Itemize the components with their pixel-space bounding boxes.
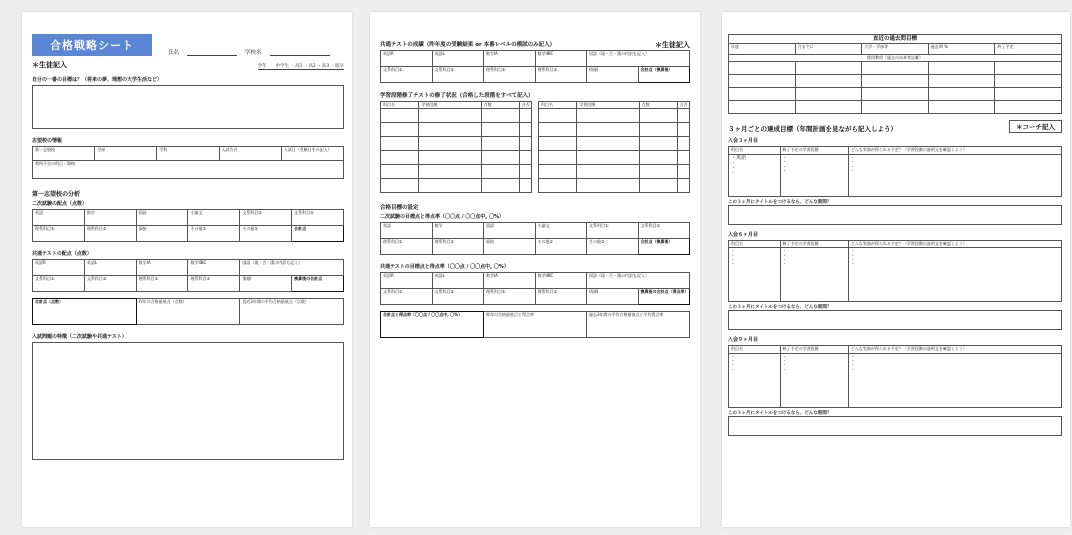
target-title: 合格目標の設定 xyxy=(380,205,419,212)
stage-cell[interactable] xyxy=(381,165,419,179)
block-first-subject: ・ xyxy=(731,248,735,254)
kyotsu-title: 共通テストの配点（点数） xyxy=(32,251,92,257)
total-cell[interactable]: 昨年の合格最低点（点数） xyxy=(136,299,240,325)
analysis-title: 第一志望校の分析 xyxy=(32,191,81,198)
results-total-cell[interactable]: 合計点（換算後） xyxy=(638,67,690,83)
shibo-cell[interactable]: 学部 xyxy=(95,147,157,161)
niji-cell[interactable]: 理系科目② xyxy=(84,226,136,242)
total-cell[interactable]: 直近3年間の平均合格最低点（点数） xyxy=(240,299,344,325)
block-first-subject: ・ xyxy=(731,353,735,359)
block-result-cell[interactable]: ・ ・ ・ ・ xyxy=(848,353,1061,407)
shibo-cell[interactable]: 入試日（受験日をみ記入） xyxy=(281,147,343,161)
past-cell[interactable] xyxy=(729,101,796,114)
target-cell[interactable]: その他① xyxy=(535,239,587,255)
stages-title: 学習段階修了テストの修了状況（合格した段階をすべて記入） xyxy=(380,93,534,99)
results-cell[interactable]: 文系科目① xyxy=(381,67,433,83)
stage-header: 点数 xyxy=(481,102,519,109)
ktarget-cell[interactable]: 理系科目① xyxy=(484,289,536,305)
period-question: この３ヶ月にタイトルをつけるなら、どんな期間？ xyxy=(728,305,832,311)
results-cell[interactable]: 情報I xyxy=(587,67,639,83)
stage-cell[interactable] xyxy=(381,151,419,165)
results-cell[interactable]: 文系科目② xyxy=(432,67,484,83)
stages-table-right xyxy=(538,101,690,193)
block-subject-cell[interactable]: ・ ・ ・ ・ xyxy=(729,353,781,407)
page-3 xyxy=(722,12,1070,527)
stage-cell[interactable] xyxy=(519,151,531,165)
target-total-cell[interactable]: 合計点（換算後） xyxy=(638,239,690,255)
stage-header: 学習段階 xyxy=(419,102,481,109)
ktarget-total-cell[interactable]: 換算後の合計点（得点率） xyxy=(638,289,690,305)
target-cell[interactable]: 文系科目① xyxy=(587,223,639,239)
results-title: 共通テストの成績（昨年度の受験結果 or 本番レベルの模試のみ記入） xyxy=(380,42,556,48)
past-exam-table xyxy=(728,34,1062,114)
niji-cell[interactable]: 理系科目① xyxy=(33,226,85,242)
sum-cell[interactable]: 過去3年間の平均合格最低点と平均得点率 xyxy=(587,312,690,338)
past-cell[interactable] xyxy=(995,101,1062,114)
niji-cell[interactable]: 小論文 xyxy=(188,210,240,226)
period-question: この３ヶ月にタイトルをつけるなら、どんな期間？ xyxy=(728,199,832,205)
past-cell[interactable] xyxy=(928,75,995,88)
stage-cell[interactable] xyxy=(577,137,639,151)
past-exam-label: 過去問 xyxy=(930,44,943,50)
target-cell[interactable]: 数学 xyxy=(432,223,484,239)
past-cell[interactable] xyxy=(928,62,995,75)
shibo-table xyxy=(32,146,344,179)
ktarget-cell[interactable]: 英語L xyxy=(432,273,484,289)
stage-cell[interactable] xyxy=(677,109,689,123)
past-cell[interactable] xyxy=(862,62,929,75)
stage-cell[interactable] xyxy=(539,137,577,151)
goal-block-6-months xyxy=(728,231,1062,330)
block-result-cell[interactable]: ・ ・ ・ ・ xyxy=(848,154,1061,196)
stage-cell[interactable] xyxy=(481,179,519,193)
stage-cell[interactable] xyxy=(539,151,577,165)
stage-cell[interactable] xyxy=(677,137,689,151)
stage-cell[interactable] xyxy=(519,165,531,179)
stage-header: 科目名 xyxy=(381,102,419,109)
stage-cell[interactable] xyxy=(577,109,639,123)
stage-cell[interactable] xyxy=(381,179,419,193)
block-header: 修了予定の学習段階 xyxy=(780,240,848,247)
results-cell[interactable]: 理系科目① xyxy=(484,67,536,83)
stage-cell[interactable] xyxy=(677,165,689,179)
stage-cell[interactable] xyxy=(639,137,677,151)
target-cell[interactable]: 英語 xyxy=(381,223,433,239)
stage-cell[interactable] xyxy=(519,179,531,193)
stage-cell[interactable] xyxy=(419,179,481,193)
name-field[interactable] xyxy=(187,55,237,56)
block-first-subject: ・英語 xyxy=(731,154,747,161)
goal-question: 自分の一番の目標は？（将来の夢、理想の大学生活など） xyxy=(32,77,163,83)
stage-cell[interactable] xyxy=(381,137,419,151)
school-label: 学校名 xyxy=(245,50,262,56)
ktarget-cell[interactable]: 数学IA xyxy=(484,273,536,289)
kyotsu-total-cell[interactable]: 換算後の合計点 xyxy=(292,276,344,292)
past-cell[interactable] xyxy=(928,88,995,101)
past-cell[interactable] xyxy=(795,88,862,101)
block-title: 入会９ヶ月目 xyxy=(728,337,759,344)
target-table xyxy=(380,222,690,255)
block-header: 科目名 xyxy=(729,147,781,154)
past-cell[interactable] xyxy=(795,75,862,88)
coach-entry-label: ＊コーチ記入 xyxy=(1009,120,1062,133)
past-cell[interactable] xyxy=(795,62,862,75)
shibo-cell[interactable]: 学科 xyxy=(157,147,219,161)
stage-cell[interactable] xyxy=(639,165,677,179)
stage-cell[interactable] xyxy=(577,179,639,193)
block-result-cell[interactable]: ・ ・ ・ ・ xyxy=(848,248,1061,302)
block-stage-cell[interactable]: ・ ・ ・ ・ xyxy=(780,353,848,407)
student-entry-label: ＊生徒記入 xyxy=(32,61,67,69)
page-2 xyxy=(370,12,700,527)
stage-cell[interactable] xyxy=(639,179,677,193)
kyotsu-cell[interactable]: 数学IIBC xyxy=(188,260,240,276)
kyotsu-cell[interactable]: 理系科目② xyxy=(188,276,240,292)
past-cell[interactable] xyxy=(862,75,929,88)
ktarget-cell[interactable]: 英語R xyxy=(381,273,433,289)
stage-header: 学習段階 xyxy=(577,102,639,109)
results-table xyxy=(380,50,690,83)
stage-cell[interactable] xyxy=(481,109,519,123)
past-exam[interactable] xyxy=(928,44,995,55)
stage-cell[interactable] xyxy=(481,123,519,137)
block-table xyxy=(728,146,1062,196)
block-header: どんな実演が得られる予定？（学習段階の説明文を確認しよう） xyxy=(848,346,1061,353)
stage-header: 科目名 xyxy=(539,102,577,109)
stage-cell[interactable] xyxy=(481,137,519,151)
analysis-sub: 二次試験の配点（点数） xyxy=(32,201,88,207)
stage-cell[interactable] xyxy=(419,151,481,165)
stage-cell[interactable] xyxy=(539,179,577,193)
target-cell[interactable]: 文系科目② xyxy=(638,223,690,239)
past-end[interactable]: 終了予定： xyxy=(995,44,1062,55)
block-header: どんな実演が得られる予定？（学習段階の説明文を確認しよう） xyxy=(848,240,1061,247)
stages-table-left xyxy=(380,101,532,193)
stage-cell[interactable] xyxy=(677,179,689,193)
past-cell[interactable] xyxy=(862,101,929,114)
block-title: 入会６ヶ月目 xyxy=(728,231,759,238)
total-cell[interactable]: 合計点（点数） xyxy=(33,299,137,325)
past-note: 使用教材（過去の赤本等記載） xyxy=(729,55,1062,62)
results-cell[interactable]: 国語（現・古・漢の内訳も記入） xyxy=(587,51,690,67)
block-table xyxy=(728,345,1062,407)
period-answer-box[interactable] xyxy=(728,205,1062,225)
past-cell[interactable] xyxy=(995,75,1062,88)
block-header: 修了予定の学習段階 xyxy=(780,147,848,154)
sum-cell[interactable]: 合計点と得点率（〇〇点 / 〇〇点中, 〇%） xyxy=(381,312,484,338)
kyotsu-cell[interactable]: 英語L xyxy=(84,260,136,276)
niji-cell[interactable]: 文系科目① xyxy=(240,210,292,226)
page-1 xyxy=(22,12,352,527)
kyotsu-cell[interactable]: 文系科目② xyxy=(84,276,136,292)
student-entry-label: ＊生徒記入 xyxy=(655,41,690,49)
stage-cell[interactable] xyxy=(577,165,639,179)
past-cell[interactable] xyxy=(729,75,796,88)
features-title: 入試問題の特徴（二次試験や共通テスト） xyxy=(32,334,127,340)
stage-cell[interactable] xyxy=(639,123,677,137)
past-year[interactable]: 年度 xyxy=(729,44,796,55)
period-question: この３ヶ月にタイトルをつけるなら、どんな期間？ xyxy=(728,410,832,416)
ktarget-cell[interactable]: 理系科目② xyxy=(535,289,587,305)
shibo-cell[interactable]: 第一志望校 xyxy=(33,147,95,161)
sum-table xyxy=(380,311,690,338)
sheet-title: 合格戦略シート xyxy=(32,34,152,56)
results-cell[interactable]: 理系科目② xyxy=(535,67,587,83)
grade-line[interactable]: 学年 中学生 ・高1 ・高2 ・高3 ・既卒 xyxy=(257,64,344,69)
sum-cell[interactable]: 昨年の合格最低点と得点率 xyxy=(484,312,587,338)
block-header: 科目名 xyxy=(729,240,781,247)
school-field[interactable] xyxy=(270,55,330,56)
stage-cell[interactable] xyxy=(381,109,419,123)
stage-cell[interactable] xyxy=(481,165,519,179)
ktarget-cell[interactable]: 文系科目① xyxy=(381,289,433,305)
stage-cell[interactable] xyxy=(677,123,689,137)
goal-answer-box[interactable] xyxy=(32,85,344,129)
features-box[interactable] xyxy=(32,342,344,460)
past-month[interactable]: 月までに xyxy=(795,44,862,55)
past-title: 直近の過去問目標 xyxy=(729,35,1062,44)
period-answer-box[interactable] xyxy=(728,416,1062,436)
niji-cell[interactable]: その他② xyxy=(240,226,292,242)
past-cell[interactable] xyxy=(928,101,995,114)
block-table xyxy=(728,240,1062,302)
stage-cell[interactable] xyxy=(519,109,531,123)
niji-cell[interactable]: 国語 xyxy=(136,210,188,226)
past-cell[interactable] xyxy=(795,101,862,114)
kyotsu-target-table xyxy=(380,272,690,305)
ktarget-cell[interactable]: 数学IIBC xyxy=(535,273,587,289)
stage-header: 点数 xyxy=(639,102,677,109)
block-stage-cell[interactable]: ・ ・ ・ ・ xyxy=(780,248,848,302)
goal-block-9-months xyxy=(728,336,1062,435)
stage-cell[interactable] xyxy=(539,109,577,123)
block-subject-cell[interactable]: ・ ・ ・ ・ xyxy=(729,248,781,302)
block-title: 入会３ヶ月目 xyxy=(728,138,759,145)
kyotsu-cell[interactable]: 英語R xyxy=(33,260,85,276)
stage-cell[interactable] xyxy=(639,151,677,165)
stage-cell[interactable] xyxy=(481,151,519,165)
past-cell[interactable] xyxy=(995,62,1062,75)
past-cell[interactable] xyxy=(729,62,796,75)
niji-cell[interactable]: 文系科目② xyxy=(292,210,344,226)
stage-cell[interactable] xyxy=(419,137,481,151)
stage-cell[interactable] xyxy=(419,165,481,179)
goals-title: ３ヶ月ごとの達成目標（年間計画を見ながら記入しよう） xyxy=(728,125,897,134)
past-cell[interactable] xyxy=(729,88,796,101)
ktarget-cell[interactable]: 国語（現・古・漢の内訳も記入） xyxy=(587,273,690,289)
stage-header: 合否 xyxy=(677,102,689,109)
kyotsu-cell[interactable]: 国語（現・古・漢の内訳も記入） xyxy=(240,260,344,276)
stage-cell[interactable] xyxy=(577,123,639,137)
stage-cell[interactable] xyxy=(419,109,481,123)
goal-block-3-months xyxy=(728,137,1062,224)
kyotsu-cell[interactable]: 情報I xyxy=(240,276,292,292)
block-header: 修了予定の学習段階 xyxy=(780,346,848,353)
target-cell[interactable]: その他② xyxy=(587,239,639,255)
shibo-title: 志望校の情報 xyxy=(32,138,63,144)
target-cell[interactable]: 面接 xyxy=(484,239,536,255)
block-stage-cell[interactable]: ・ ・ ・ ・ xyxy=(780,154,848,196)
stage-cell[interactable] xyxy=(577,151,639,165)
shibo-cell[interactable]: 入試方式 xyxy=(219,147,281,161)
target-cell[interactable]: 理系科目① xyxy=(381,239,433,255)
block-header: どんな実演が得られる予定？（学習段階の説明文を確認しよう） xyxy=(848,147,1061,154)
stage-cell[interactable] xyxy=(519,123,531,137)
results-cell[interactable]: 数学IIBC xyxy=(535,51,587,67)
period-answer-box[interactable] xyxy=(728,310,1062,330)
past-university[interactable]: 大学・学部等 xyxy=(862,44,929,55)
past-percent: % xyxy=(944,44,948,50)
stage-cell[interactable] xyxy=(539,165,577,179)
niji-total-cell[interactable]: 合計点 xyxy=(292,226,344,242)
target-sub: 二次試験の目標点と得点率（〇〇点 / 〇〇点中, 〇%） xyxy=(380,214,504,221)
kyotsu-target-title: 共通テストの目標点と得点率（〇〇点 / 〇〇点中, 〇%） xyxy=(380,264,509,271)
stage-cell[interactable] xyxy=(381,123,419,137)
kyotsu-table xyxy=(32,259,344,292)
kyotsu-cell[interactable]: 文系科目① xyxy=(33,276,85,292)
target-cell[interactable]: 国語 xyxy=(484,223,536,239)
stage-cell[interactable] xyxy=(639,109,677,123)
stage-cell[interactable] xyxy=(519,137,531,151)
results-cell[interactable]: 数学IA xyxy=(484,51,536,67)
target-cell[interactable]: 小論文 xyxy=(535,223,587,239)
stage-cell[interactable] xyxy=(539,123,577,137)
niji-cell[interactable]: その他① xyxy=(188,226,240,242)
kyotsu-cell[interactable]: 数学IA xyxy=(136,260,188,276)
ktarget-cell[interactable]: 文系科目② xyxy=(432,289,484,305)
niji-cell[interactable]: 英語 xyxy=(33,210,85,226)
kyotsu-cell[interactable]: 理系科目① xyxy=(136,276,188,292)
shibo-subject-cell[interactable]: 利用予定の科目・資格 xyxy=(33,161,344,179)
niji-cell[interactable]: 数学 xyxy=(84,210,136,226)
total-table xyxy=(32,298,344,325)
ktarget-cell[interactable]: 情報I xyxy=(587,289,639,305)
past-cell[interactable] xyxy=(862,88,929,101)
results-cell[interactable]: 英語L xyxy=(432,51,484,67)
stage-header: 合否 xyxy=(519,102,531,109)
results-cell[interactable]: 英語R xyxy=(381,51,433,67)
target-cell[interactable]: 理系科目② xyxy=(432,239,484,255)
niji-cell[interactable]: 面接 xyxy=(136,226,188,242)
name-label: 氏名 xyxy=(168,50,180,56)
stage-cell[interactable] xyxy=(419,123,481,137)
block-subject-cell[interactable]: ・英語 ・ ・ ・ xyxy=(729,154,781,196)
block-header: 科目名 xyxy=(729,346,781,353)
stage-cell[interactable] xyxy=(677,151,689,165)
niji-table xyxy=(32,209,344,242)
past-cell[interactable] xyxy=(995,88,1062,101)
